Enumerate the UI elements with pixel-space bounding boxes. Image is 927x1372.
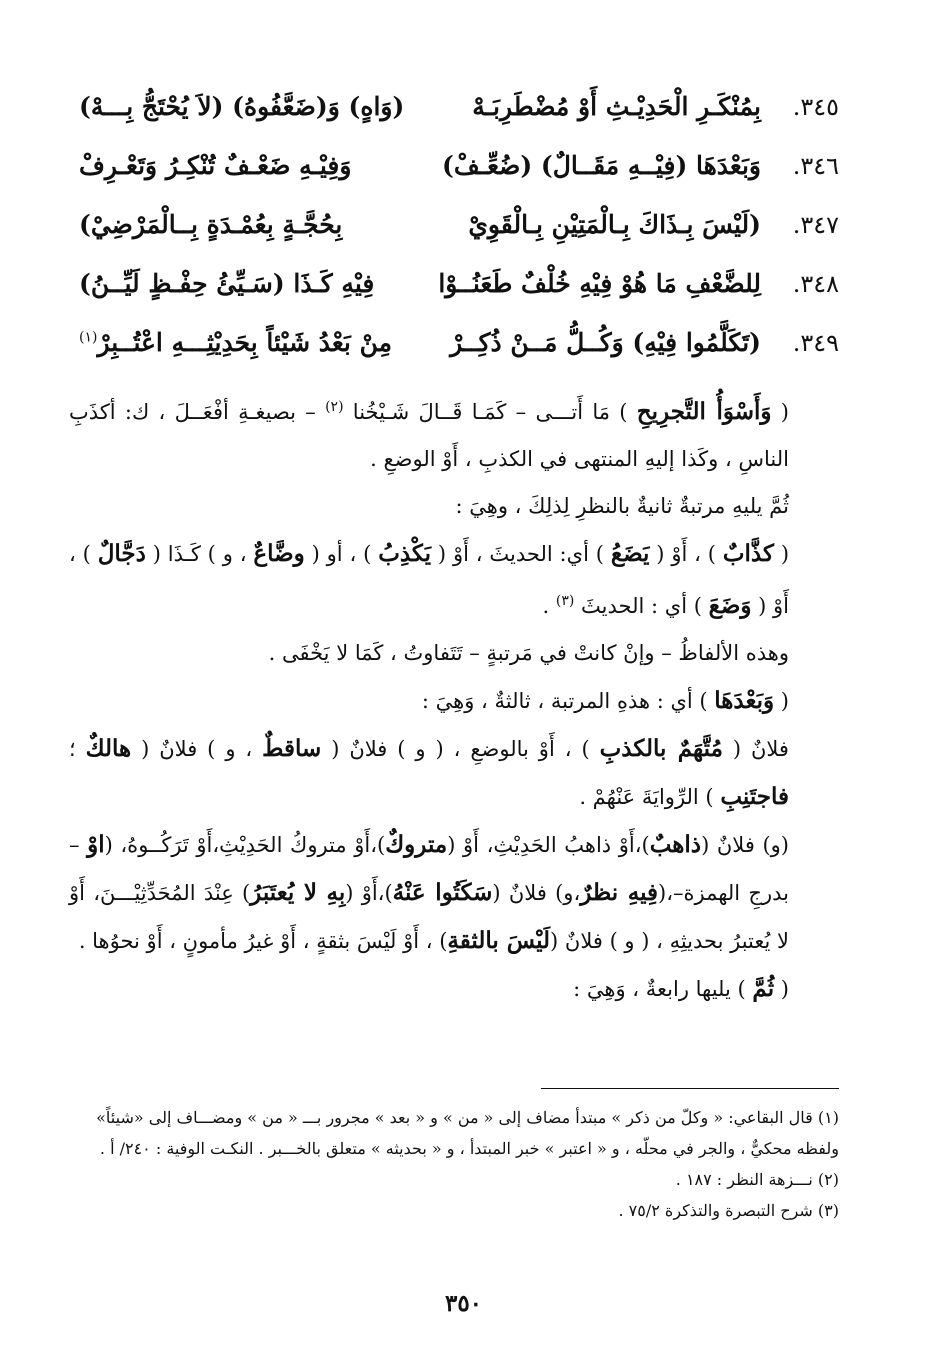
text: ( bbox=[774, 977, 789, 1001]
bold-term: فِيهِ نظرٌ bbox=[580, 879, 659, 906]
bold-term: يَكْذِبُ bbox=[378, 540, 432, 567]
bold-term: لَيْسَ بالثقةِ bbox=[447, 927, 551, 954]
bold-term: متروكٌ bbox=[385, 831, 448, 858]
page-number: ٣٥٠ bbox=[444, 1290, 483, 1317]
verse-line bbox=[79, 92, 839, 151]
paragraph-4 bbox=[69, 630, 839, 677]
text: ( bbox=[774, 689, 789, 713]
verse-line bbox=[79, 269, 839, 328]
verse-number: ٣٤٥. bbox=[792, 93, 839, 121]
verse-number: ٣٤٧. bbox=[792, 211, 839, 239]
paragraph-7 bbox=[69, 821, 839, 965]
bold-term: فاجتَنِبِ bbox=[720, 783, 789, 810]
bold-term: هالكٌ bbox=[85, 735, 132, 762]
text: ، و ) كَـذَا ( bbox=[145, 542, 254, 566]
footnote-divider bbox=[541, 1088, 839, 1089]
footnote-ref: (٢) bbox=[325, 399, 344, 415]
paragraph-1 bbox=[69, 384, 839, 483]
verse-second-hemistich-text: مِنْ بَعْدُ شَيْئاً بِحَدِيْثِـــهِ اعْتُــبِرْ bbox=[97, 328, 392, 357]
bold-term: بِهِ لا يُعتَبَرُ bbox=[250, 879, 346, 906]
text: ) ، أَوْ ( bbox=[69, 542, 789, 618]
verse-second-hemistich bbox=[79, 151, 421, 180]
verse-second-hemistich-text: فِيْهِ كَـذَا (سَـيِّئُ حِفْـظٍ لَيِّــنُ) bbox=[79, 269, 375, 298]
bold-term: وضَّاعٌ bbox=[253, 540, 305, 567]
paragraph-3 bbox=[69, 530, 839, 630]
text: ) عِنْدَ المُحَدِّثِيْـــنَ، أَوْ لا يُعتبرُ بحديثِهِ ، ( و ) فلانٌ ( bbox=[69, 881, 789, 953]
verse-first-hemistich: بِمُنْكَـرِ الْحَدِيْـثِ أَوْ مُضْطَرِبَـهْ bbox=[472, 92, 761, 121]
bold-term: ذاهبٌ bbox=[649, 831, 702, 858]
text: ) ، أو ( bbox=[304, 542, 379, 566]
verse-first-hemistich: (لَيْسَ بِـذَاكَ بِـالْمَتِيْنِ بِـالْقَوِيْ bbox=[468, 210, 761, 239]
verse-second-hemistich bbox=[79, 269, 421, 298]
commentary-text bbox=[69, 384, 839, 1013]
text: ) ، أَوْ بالوضعِ ، ( و ) فلانٌ ( bbox=[321, 737, 600, 761]
verse-second-hemistich-text: وَفِيْـهِ ضَعْـفٌ تُنْكِـرُ وَتَعْـرِفْ bbox=[79, 151, 352, 180]
text: ) مَا أَتـــى – كَمَـا قَــالَ شَـيْخُنا bbox=[343, 400, 637, 424]
footnotes bbox=[69, 1102, 839, 1226]
text: )،أَوْ ذاهبُ الحَدِيْثِ، أَوْ ( bbox=[447, 833, 650, 857]
bold-term: وَبَعْدَهَا bbox=[714, 687, 775, 714]
text: ) ، أَوْ ( bbox=[649, 542, 723, 566]
text: ) أي : الحديثَ bbox=[574, 594, 709, 618]
verse-first-hemistich: لِلضَّعْفِ مَا هُوْ فِيْهِ خُلْفٌ طَعَنُــوْا bbox=[438, 269, 761, 298]
text: فلانٌ ( bbox=[722, 737, 789, 761]
verse-block bbox=[79, 92, 839, 387]
footnote-3: (٣) شرح التبصرة والتذكرة ٧٥/٢ . bbox=[618, 1201, 839, 1220]
bold-term: دَجَّالٌ bbox=[97, 540, 146, 567]
text: ) الرِّوايَةَ عَنْهُمْ . bbox=[579, 785, 721, 809]
verse-line bbox=[79, 328, 839, 387]
verse-second-hemistich bbox=[79, 92, 421, 121]
text: )،أَوْ ( bbox=[345, 881, 393, 905]
bold-term: اوْ bbox=[87, 831, 105, 858]
paragraph-6 bbox=[69, 725, 839, 821]
footnote-ref: (١) bbox=[79, 329, 98, 346]
verse-second-hemistich bbox=[79, 328, 421, 357]
verse-number: ٣٤٩. bbox=[792, 329, 839, 357]
bold-term: ساقطٌ bbox=[262, 735, 322, 762]
text: ) يليها رابعةٌ ، وَهِيَ : bbox=[573, 977, 753, 1001]
text: ) أي : هذهِ المرتبة ، ثالثةٌ ، وَهِيَ : bbox=[421, 689, 715, 713]
verse-line bbox=[79, 151, 839, 210]
text: ،و) فلانٌ ( bbox=[492, 881, 581, 905]
text: ثُمَّ يليهِ مرتبةٌ ثانيةٌ بالنظرِ لِذلِكَ ، وهِيَ : bbox=[455, 494, 789, 518]
verse-second-hemistich-text: (وَاهٍ) وَ(ضَعَّفُوهُ) (لاَ يُحْتَجُّ بِـــهْ) bbox=[79, 92, 405, 121]
text: ؛ bbox=[69, 737, 86, 761]
paragraph-8 bbox=[69, 965, 839, 1013]
text: ( bbox=[771, 400, 789, 424]
text: ، و ) فلانٌ ( bbox=[131, 737, 263, 761]
text: – بصيغـةِ أفْعَــلَ ، ك: أكذَبِ الناسِ ، وكَذا إليهِ المنتهى في الكذبِ ، أَوْ الوضعِ . bbox=[69, 400, 789, 471]
verse-first-hemistich: (تَكَلَّمُوا فِيْهِ) وَكُــلُّ مَــنْ ذُكِــرْ bbox=[450, 328, 761, 357]
text: ) ، أَوْ لَيْسَ بثقةٍ ، أَوْ غيرُ مأمونٍ ، أَوْ نحوُها . bbox=[78, 929, 448, 953]
bold-term: كذَّابٌ bbox=[722, 540, 774, 567]
paragraph-5 bbox=[69, 677, 839, 725]
text: . bbox=[542, 594, 556, 618]
footnote-ref: (٣) bbox=[555, 593, 575, 609]
bold-term: ثُمَّ bbox=[752, 975, 775, 1002]
verse-number: ٣٤٦. bbox=[792, 152, 839, 180]
footnote-1: (١) قال البقاعي: « وكلّ من ذكر » مبتدأ مضاف إلى « من » و « بعد » مجرور بـــ « من » ومضـــاف إلى «شيئاً» ولفظه محكيٌّ ، والجر في محلّه ، و « اعتبر » خبر المبتدأ ، و « بحديثه » متعلق بالخـــبر . النكـت الوفية : ٢٤٠/ أ . bbox=[96, 1108, 839, 1158]
bold-term: وَأَسْوَأُ التَّجرِيحِ bbox=[636, 398, 772, 425]
footnote-2: (٢) نـــزهة النظر : ١٨٧ . bbox=[675, 1170, 839, 1189]
verse-first-hemistich: وَبَعْدَهَا (فِيْــهِ مَقَــالٌ) (ضُعِّـفْ) bbox=[442, 151, 761, 180]
text: (و) فلانٌ ( bbox=[701, 833, 789, 857]
verse-line bbox=[79, 210, 839, 269]
text: )،أَوْ متروكُ الحَدِيْثِ،أَوْ تَرَكُــوهُ، ( bbox=[104, 833, 386, 857]
bold-term: يَضَعُ bbox=[610, 540, 650, 567]
verse-second-hemistich-text: بِحُجَّـةٍ بِعُمْـدَةٍ بِــالْمَرْضِيْ) bbox=[79, 210, 343, 239]
text: وهذه الألفاظُ – وإنْ كانتْ في مَرتبةٍ – تَتَفاوتُ ، كَمَا لا يَخْفَى . bbox=[268, 641, 789, 665]
bold-term: سَكَتُوا عَنْهُ bbox=[392, 879, 493, 906]
text: –بدرجِ الهمزة–،( bbox=[69, 833, 789, 905]
text: ) أي: الحديثَ ، أَوْ ( bbox=[431, 542, 611, 566]
bold-term: مُتَّهَمٌ بالكذبِ bbox=[599, 735, 723, 762]
verse-second-hemistich bbox=[79, 210, 421, 239]
verse-number: ٣٤٨. bbox=[792, 270, 839, 298]
paragraph-2 bbox=[69, 483, 839, 530]
bold-term: وَضَعَ bbox=[708, 592, 752, 619]
text: ( bbox=[773, 542, 790, 566]
